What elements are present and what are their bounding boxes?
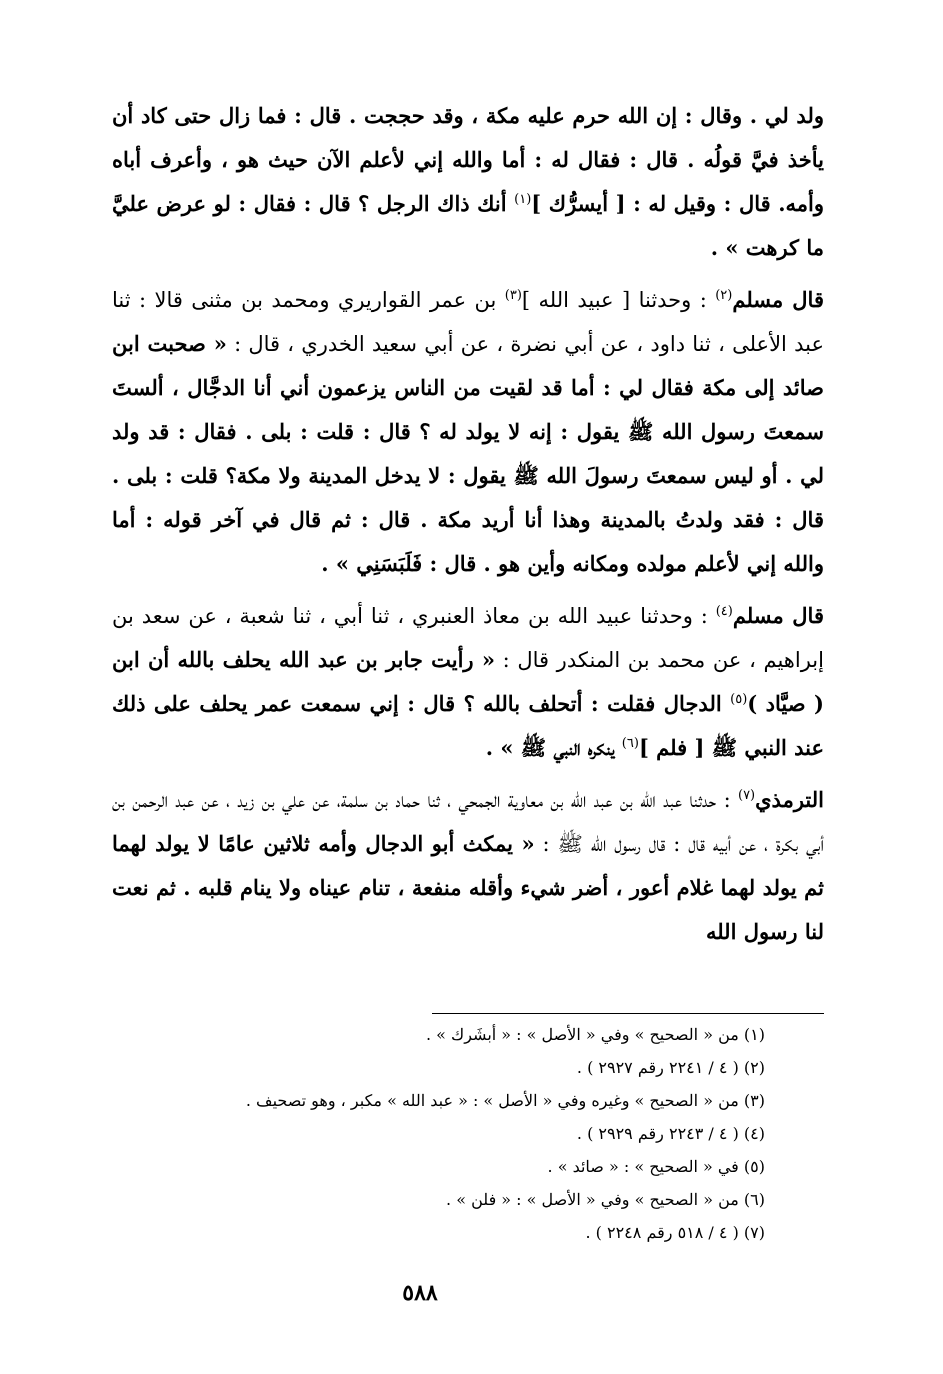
- source-label: قال مسلم: [732, 603, 824, 628]
- footnote-ref-4: (٤): [715, 604, 733, 619]
- quote-text: ولد لي . وقال : إن الله حرم عليه مكة ، وقد حججت . قال : فما زال حتى كاد أن يأخذ فيَّ قولُه . قال : فقال له : أما والله إني لأعلم الآن حيث هو ، وأعرف أباه وأمه. قال : وقيل له : [ أيسرُّك ]: [112, 103, 824, 216]
- isnad-text: : حدثنا عبد الله بن عبد الله بن معاوية الجمحي ، ثنا حماد بن سلمة، عن علي بن زيد ، عن عبد الرحمن بن أبي بكرة ، عن أبيه قال : قال رسول الله ﷺ :: [112, 788, 825, 856]
- footnote-item: (٤) ( ٤ / ٢٢٤٣ رقم ٢٩٢٩ ) .: [576, 1124, 765, 1143]
- footnote-item: (٦) من « الصحيح » وفي « الأصل » : « فلن » .: [446, 1190, 765, 1209]
- footnotes-list: [105, 1018, 765, 1249]
- matn-text: الدجال فقلت : أتحلف بالله ؟ قال : إني سمعت عمر يحلف على ذلك عند النبي ﷺ [ فلم ]: [112, 691, 824, 760]
- isnad-text: : وحدثنا [ عبيد الله ]: [521, 288, 716, 312]
- matn-text: « صحبت ابن صائد إلى مكة فقال لي : أما قد لقيت من الناس يزعمون أني أنا الدجَّال ، ألستَ سمعتَ رسول الله ﷺ يقول : إنه لا يولد له ؟ قال : قلت : بلى . فقال : قد ولد لي . أو ليس سمعتَ رسولَ الله ﷺ يقول : لا يدخل المدينة ولا مكة؟ قلت : بلى . قال : فقد ولدتُ بالمدينة وهذا أنا أريد مكة . قال : ثم قال في آخر قوله : أما والله إني لأعلم مولده ومكانه وأين هو . قال : فَلَبَسَنِي » .: [112, 331, 824, 576]
- footnote-ref-2: (٢): [715, 288, 733, 303]
- footnote-separator: [432, 1013, 824, 1014]
- footnote-item: (٢) ( ٤ / ٢٢٤١ رقم ٢٩٢٧ ) .: [576, 1058, 765, 1077]
- main-text: [112, 94, 824, 962]
- footnote-ref-1: (١): [514, 192, 532, 207]
- footnote-ref-5: (٥): [730, 692, 748, 707]
- footnote-item: (٥) في « الصحيح » : « صائد » .: [547, 1157, 765, 1176]
- footnote-item: (٧) ( ٤ / ٥١٨ رقم ٢٢٤٨ ) .: [585, 1223, 765, 1242]
- isnad-text: بن عمر القواريري ومحمد بن مثنى قالا : ثنا عبد الأعلى ، ثنا داود ، عن أبي نضرة ، عن أبي سعيد الخدري ، قال :: [112, 288, 824, 356]
- page-number: ٥٨٨: [402, 1280, 438, 1306]
- matn-text: « رأيت جابر بن عبد الله يحلف بالله أن ابن ( صيَّاد ): [112, 647, 824, 716]
- footnote-ref-6: (٦): [621, 736, 639, 751]
- source-label: قال مسلم: [732, 287, 824, 312]
- paragraph-muslim-1: [112, 278, 824, 586]
- paragraph-tirmidhi: [112, 778, 824, 954]
- footnote-item: (٣) من « الصحيح » وغيره وفي « الأصل » : « عبد الله » مكبر ، وهو تصحيف .: [245, 1091, 765, 1110]
- matn-text: ينكره النبي ﷺ » .: [485, 735, 622, 760]
- isnad-text: : وحدثنا عبيد الله بن معاذ العنبري ، ثنا أبي ، ثنا شعبة ، عن سعد بن إبراهيم ، عن محمد بن المنكدر قال :: [112, 604, 824, 672]
- quote-text: أنك ذاك الرجل ؟ قال : فقال : لو عرض عليَّ ما كرهت » .: [112, 191, 824, 260]
- paragraph-muslim-2: [112, 594, 824, 770]
- footnote-item: (١) من « الصحيح » وفي « الأصل » : « أبشَرك » .: [425, 1025, 765, 1044]
- footnote-ref-7: (٧): [737, 788, 756, 803]
- source-label: الترمذي: [755, 787, 824, 812]
- matn-text: « يمكث أبو الدجال وأمه ثلاثين عامًا لا يولد لهما ثم يولد لهما غلام أعور ، أضر شيء وأقله منفعة ، تنام عيناه ولا ينام قلبه . ثم نعت لنا رسول الله: [112, 831, 824, 944]
- paragraph-hadith-continuation: [112, 94, 824, 270]
- footnote-ref-3: (٣): [504, 288, 522, 303]
